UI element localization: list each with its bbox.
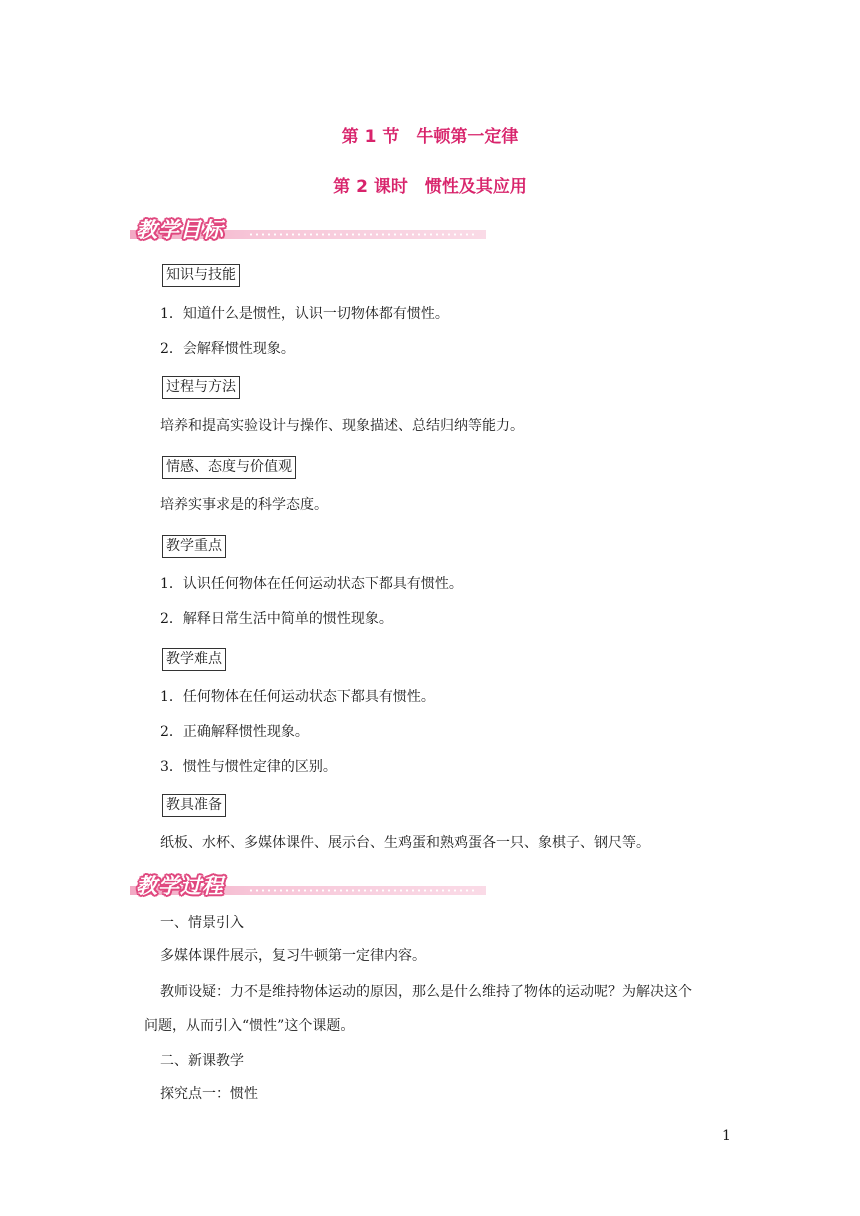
section-new-lesson-heading: 二、新课教学 bbox=[160, 1053, 244, 1069]
banner-dots bbox=[248, 889, 478, 892]
difficulty-item-3: 3．惯性与惯性定律的区别。 bbox=[160, 759, 337, 775]
section-intro-heading: 一、情景引入 bbox=[160, 915, 244, 931]
objectives-banner-label: 教学目标 bbox=[136, 218, 224, 242]
page-title: 第 1 节 牛顿第一定律 bbox=[341, 127, 519, 147]
intro-paragraph: 多媒体课件展示，复习牛顿第一定律内容。 bbox=[160, 948, 426, 964]
lesson-subtitle: 第 2 课时 惯性及其应用 bbox=[333, 177, 527, 197]
process-method-text: 培养和提高实验设计与操作、现象描述、总结归纳等能力。 bbox=[160, 418, 524, 434]
difficulty-item-2: 2．正确解释惯性现象。 bbox=[160, 724, 309, 740]
difficulty-item-1: 1．任何物体在任何运动状态下都具有惯性。 bbox=[160, 689, 435, 705]
attitude-values-text: 培养实事求是的科学态度。 bbox=[160, 497, 328, 513]
knowledge-skills-label: 知识与技能 bbox=[162, 264, 240, 287]
materials-label: 教具准备 bbox=[162, 794, 226, 817]
objectives-banner bbox=[130, 216, 486, 246]
teacher-question-line-2: 问题，从而引入“惯性”这个课题。 bbox=[144, 1018, 355, 1034]
key-point-item-2: 2．解释日常生活中简单的惯性现象。 bbox=[160, 611, 393, 627]
difficulties-label: 教学难点 bbox=[162, 648, 226, 671]
key-points-label: 教学重点 bbox=[162, 535, 226, 558]
knowledge-item-2: 2．会解释惯性现象。 bbox=[160, 341, 295, 357]
process-banner bbox=[130, 872, 486, 902]
key-point-item-1: 1．认识任何物体在任何运动状态下都具有惯性。 bbox=[160, 576, 463, 592]
teacher-question-line-1: 教师设疑：力不是维持物体运动的原因，那么是什么维持了物体的运动呢？为解决这个 bbox=[160, 984, 692, 1000]
knowledge-item-1: 1．知道什么是惯性，认识一切物体都有惯性。 bbox=[160, 306, 449, 322]
process-banner-label: 教学过程 bbox=[136, 874, 224, 898]
attitude-values-label: 情感、态度与价值观 bbox=[162, 456, 296, 479]
materials-text: 纸板、水杯、多媒体课件、展示台、生鸡蛋和熟鸡蛋各一只、象棋子、钢尺等。 bbox=[160, 835, 650, 851]
banner-dots bbox=[248, 233, 478, 236]
explore-point-1: 探究点一：惯性 bbox=[160, 1086, 258, 1102]
process-method-label: 过程与方法 bbox=[162, 376, 240, 399]
page-number: 1 bbox=[722, 1128, 731, 1144]
